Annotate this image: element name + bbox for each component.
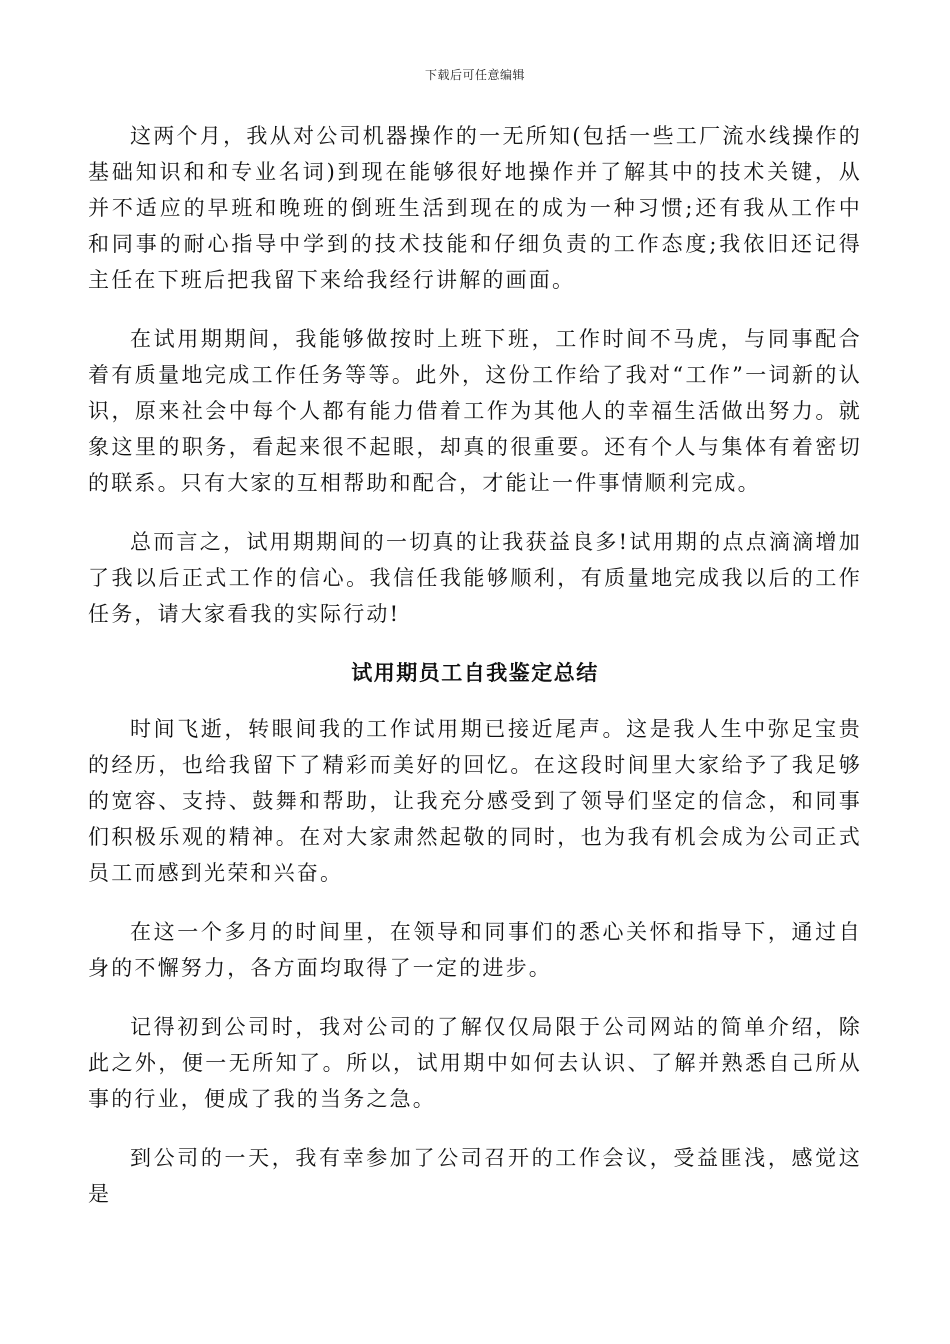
page-header: 下载后可任意编辑 <box>424 68 525 82</box>
document-body <box>88 118 862 1235</box>
paragraph: 总而言之，试用期期间的一切真的让我获益良多!试用期的点点滴滴增加了我以后正式工作的信心。我信任我能够顺利，有质量地完成我以后的工作任务，请大家看我的实际行动! <box>88 530 862 626</box>
paragraph: 在试用期期间，我能够做按时上班下班，工作时间不马虎，与同事配合着有质量地完成工作任务等等。此外，这份工作给了我对“工作”一词新的认识，原来社会中每个人都有能力借着工作为其他人的幸福生活做出努力。就象这里的职务，看起来很不起眼，却真的很重要。还有个人与集体有着密切的联系。只有大家的互相帮助和配合，才能让一件事情顺利完成。 <box>88 327 862 495</box>
paragraph: 在这一个多月的时间里，在领导和同事们的悉心关怀和指导下，通过自身的不懈努力，各方面均取得了一定的进步。 <box>88 920 862 980</box>
paragraph: 到公司的一天，我有幸参加了公司召开的工作会议，受益匪浅，感觉这是 <box>88 1146 862 1206</box>
section-title: 试用期员工自我鉴定总结 <box>351 660 599 685</box>
paragraph: 这两个月，我从对公司机器操作的一无所知(包括一些工厂流水线操作的基础知识和和专业名词)到现在能够很好地操作并了解其中的技术关键，从并不适应的早班和晚班的倒班生活到现在的成为一种习惯;还有我从工作中和同事的耐心指导中学到的技术技能和仔细负责的工作态度;我依旧还记得主任在下班后把我留下来给我经行讲解的画面。 <box>88 124 862 292</box>
paragraph: 记得初到公司时，我对公司的了解仅仅局限于公司网站的简单介绍，除此之外，便一无所知了。所以，试用期中如何去认识、了解并熟悉自己所从事的行业，便成了我的当务之急。 <box>88 1015 862 1111</box>
paragraph: 时间飞逝，转眼间我的工作试用期已接近尾声。这是我人生中弥足宝贵的经历，也给我留下了精彩而美好的回忆。在这段时间里大家给予了我足够的宽容、支持、鼓舞和帮助，让我充分感受到了领导们坚定的信念，和同事们积极乐观的精神。在对大家肃然起敬的同时，也为我有机会成为公司正式员工而感到光荣和兴奋。 <box>88 717 862 885</box>
